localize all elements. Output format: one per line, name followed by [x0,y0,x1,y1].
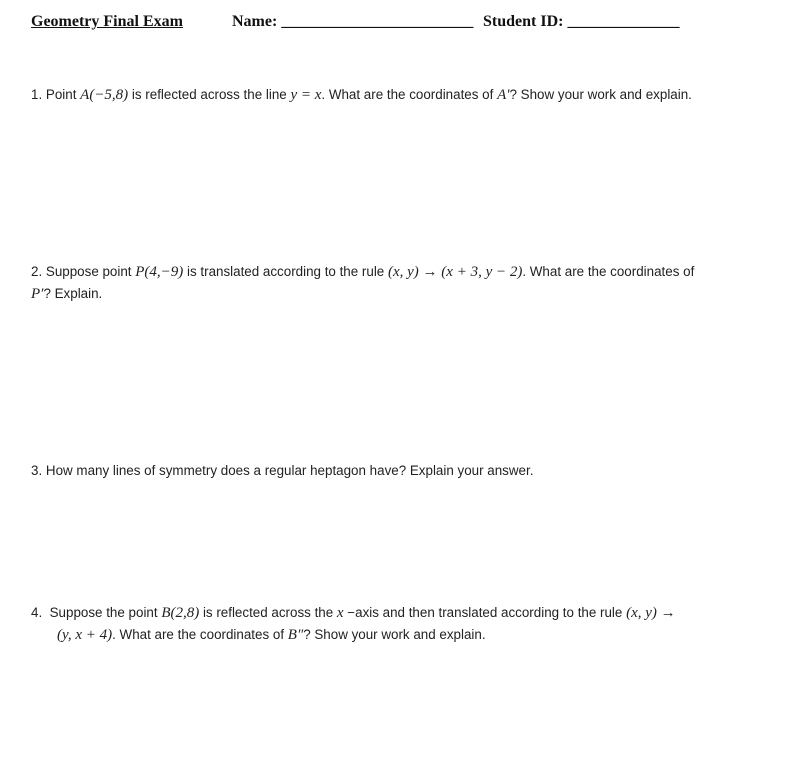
math-expression: B″ [287,627,304,643]
question-text: ? Show your work and explain. [303,627,486,642]
question-number: 1. [31,87,43,102]
math-expression: (x, y) → [626,605,676,621]
math-expression: (y, x + 4) [57,627,113,643]
question-2 [31,261,756,305]
student-id-label: Student ID: [483,13,564,30]
question-text: is reflected across the line [128,87,291,102]
math-expression: B(2,8) [161,605,200,621]
student-id-field [483,13,679,31]
exam-title: Geometry Final Exam [31,13,183,30]
question-number: 2. [31,264,43,279]
question-text: ? Explain. [43,286,103,301]
question-3 [31,460,756,482]
question-1 [31,84,756,106]
question-4 [31,602,756,646]
math-expression: y = x [290,87,322,103]
question-text: Point [45,87,81,102]
student-id-blank: ______________ [567,13,680,30]
question-number: 3. [31,463,43,478]
question-text: is translated according to the rule [183,264,388,279]
question-text: . What are the coordinates of [522,264,695,279]
math-expression: A′ [497,87,510,103]
question-text: is reflected across the [199,605,337,620]
question-text: Suppose the point [49,605,162,620]
name-blank: ________________________ [281,13,474,30]
question-text: −axis and then translated according to the rule [343,605,627,620]
math-expression: P(4,−9) [135,264,184,280]
math-expression: x [336,605,344,621]
question-text: . What are the coordinates of [321,87,498,102]
name-field [232,13,473,31]
question-number: 4. [31,605,43,620]
question-text: ? Show your work and explain. [509,87,692,102]
question-text: . What are the coordinates of [112,627,288,642]
math-expression: (x, y) → (x + 3, y − 2) [387,264,523,280]
math-expression: A(−5,8) [80,87,129,103]
question-text: Suppose point [45,264,136,279]
exam-header [31,13,751,37]
question-4-line-2 [31,624,756,646]
question-text: How many lines of symmetry does a regular heptagon have? Explain your answer. [45,463,534,478]
name-label: Name: [232,13,278,30]
math-expression: P′ [31,286,44,302]
